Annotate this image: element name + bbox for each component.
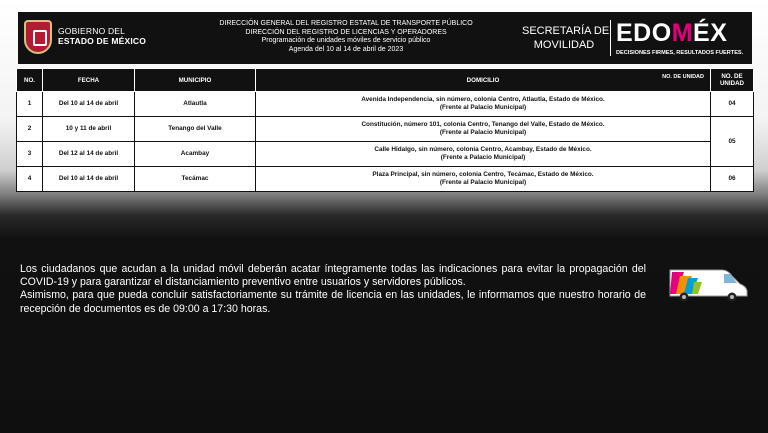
brand-divider [610, 20, 611, 56]
cell-fecha: Del 10 al 14 de abril [43, 167, 135, 192]
cell-fecha: Del 10 al 14 de abril [43, 92, 135, 117]
cell-municipio: Tecámac [135, 167, 256, 192]
table-row [17, 167, 754, 192]
domicilio-line1: Constitución, número 101, colonia Centro, Tenango del Valle, Estado de México. [361, 121, 605, 128]
col-header-domicilio [256, 69, 711, 92]
cell-unidad: 06 [711, 167, 754, 192]
table-row [17, 92, 754, 117]
gov-line2: ESTADO DE MÉXICO [58, 36, 147, 46]
cell-fecha: Del 12 al 14 de abril [43, 142, 135, 167]
secretaria-brand [518, 12, 752, 64]
table-row [17, 117, 754, 142]
col-header-fecha: FECHA [43, 69, 135, 92]
cell-no: 2 [17, 117, 43, 142]
gov-line1: GOBIERNO DEL [58, 26, 126, 36]
secretaria-line1: SECRETARÍA DE [522, 25, 610, 37]
header-title-block [188, 20, 504, 54]
domicilio-line1: Calle Hidalgo, sin número, colonia Centro, Acambay, Estado de México. [374, 146, 592, 153]
col-header-unidad: NO. DE UNIDAD [711, 69, 754, 92]
secretaria-line2: MOVILIDAD [533, 39, 595, 51]
gobierno-logo [24, 18, 174, 58]
domicilio-line2: (Frente al Palacio Municipal) [439, 179, 527, 186]
cell-fecha: 10 y 11 de abril [43, 117, 135, 142]
cell-municipio: Acambay [135, 142, 256, 167]
cell-domicilio [256, 117, 711, 142]
domicilio-line1: Plaza Principal, sin número, colonia Centro, Tecámac, Estado de México. [372, 171, 594, 178]
brand-tagline: DECISIONES FIRMES, RESULTADOS FUERTES. [616, 50, 744, 56]
gobierno-wordmark [58, 26, 146, 46]
domicilio-line2: (Frente al Palacio Municipal) [439, 129, 527, 136]
cell-no: 3 [17, 142, 43, 167]
cell-municipio: Atlautla [135, 92, 256, 117]
col-header-domicilio-label: DOMICILIO [466, 76, 500, 84]
domicilio-line2: (Frente al Palacio Municipal) [439, 104, 527, 111]
cell-no: 1 [17, 92, 43, 117]
header-line3: Programación de unidades móviles de servicio público [261, 37, 431, 45]
mobile-unit-van-icon [666, 264, 750, 304]
brand-part-b: M [671, 19, 694, 47]
notice-paragraph-2: Asimismo, para que pueda concluir satisfactoriamente su trámite de licencia en las unidades, le informamos que nuestro horario de recepción de documentos es de 09:00 a 17:30 horas. [20, 289, 646, 315]
estado-de-mexico-shield-icon [24, 20, 52, 54]
agenda-table [16, 68, 754, 192]
notice-text [20, 263, 646, 316]
table-header-row [17, 69, 754, 92]
col-header-municipio: MUNICIPIO [135, 69, 256, 92]
domicilio-line1: Avenida Independencia, sin número, colonia Centro, Atlautla, Estado de México. [361, 96, 605, 103]
header-line1: DIRECCIÓN GENERAL DEL REGISTRO ESTATAL DE TRANSPORTE PÚBLICO [219, 20, 473, 27]
cell-municipio: Tenango del Valle [135, 117, 256, 142]
col-header-unidad-inline: NO. DE UNIDAD [662, 74, 704, 80]
domicilio-line2: (Frente a Palacio Municipal) [440, 154, 526, 161]
secretaria-label [522, 24, 610, 52]
edomex-logo [616, 19, 727, 47]
cell-domicilio [256, 142, 711, 167]
col-header-no: NO. [17, 69, 43, 92]
document-header [18, 12, 752, 64]
brand-part-c: ÉX [693, 19, 728, 47]
table-row [17, 142, 754, 167]
header-line2: DIRECCIÓN DEL REGISTRO DE LICENCIAS Y OPERADORES [245, 28, 447, 36]
header-line4: Agenda del 10 al 14 de abril de 2023 [288, 45, 404, 53]
cell-unidad: 04 [711, 92, 754, 117]
cell-domicilio [256, 92, 711, 117]
brand-part-a: EDO [616, 19, 672, 47]
notice-paragraph-1: Los ciudadanos que acudan a la unidad móvil deberán acatar íntegramente todas las indicaciones para evitar la propagación del COVID-19 y para garantizar el distanciamiento preventivo entre usuarios y servidores públicos. [20, 263, 646, 289]
cell-unidad-merged: 05 [711, 117, 754, 167]
cell-no: 4 [17, 167, 43, 192]
cell-domicilio [256, 167, 711, 192]
